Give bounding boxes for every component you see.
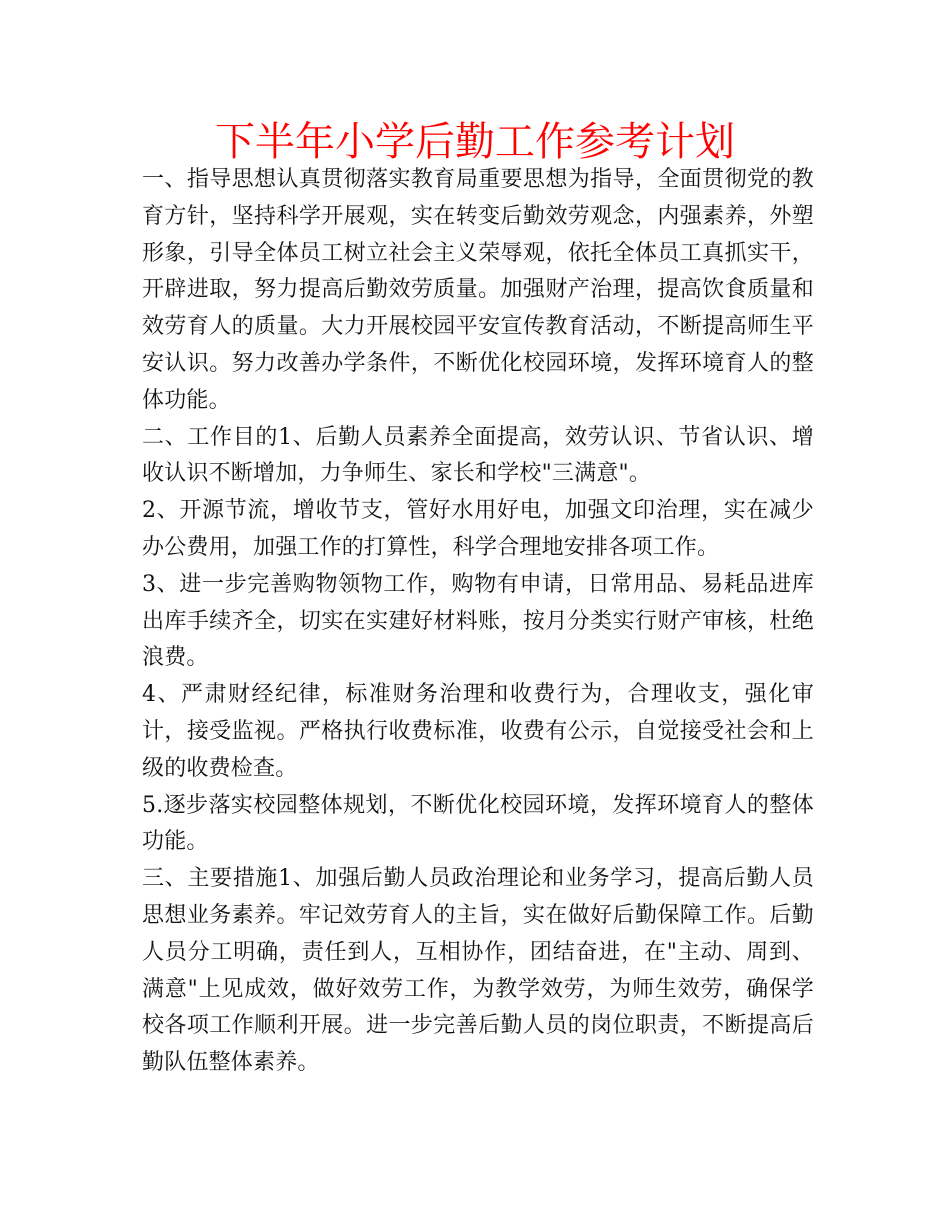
paragraph-main-measures-1: 三、主要措施1、加强后勤人员政治理论和业务学习，提高后勤人员思想业务素养。牢记效劳育人的主旨，实在做好后勤保障工作。后勤人员分工明确，责任到人，互相协作，团结奋进，在"主动、周到、满意"上见成效，做好效劳工作，为教学效劳，为师生效劳，确保学校各项工作顺利开展。进一步完善后勤人员的岗位职责，不断提高后勤队伍整体素养。 bbox=[142, 866, 814, 1076]
paragraph-work-goals-5: 5.逐步落实校园整体规划，不断优化校园环境，发挥环境育人的整体功能。 bbox=[142, 792, 814, 855]
paragraph-work-goals-1: 二、工作目的1、后勤人员素养全面提高，效劳认识、节省认识、增收认识不断增加，力争师生、家长和学校"三满意"。 bbox=[142, 424, 814, 487]
paragraph-guiding-ideology: 一、指导思想认真贯彻落实教育局重要思想为指导，全面贯彻党的教育方针，坚持科学开展观，实在转变后勤效劳观念，内强素养，外塑形象，引导全体员工树立社会主义荣辱观，依托全体员工真抓实干，开辟进取，努力提高后勤效劳质量。加强财产治理，提高饮食质量和效劳育人的质量。大力开展校园平安宣传教育活动，不断提高师生平安认识。努力改善办学条件，不断优化校园环境，发挥环境育人的整体功能。 bbox=[142, 167, 814, 413]
paragraph-work-goals-2: 2、开源节流，增收节支，管好水用好电，加强文印治理，实在减少办公费用，加强工作的打算性，科学合理地安排各项工作。 bbox=[142, 498, 814, 560]
paragraph-work-goals-3: 3、进一步完善购物领物工作，购物有申请，日常用品、易耗品进库出库手续齐全，切实在实建好材料账，按月分类实行财产审核，杜绝浪费。 bbox=[142, 571, 814, 671]
document-body bbox=[142, 162, 814, 1082]
paragraph-work-goals-4: 4、严肃财经纪律，标准财务治理和收费行为，合理收支，强化审计，接受监视。严格执行收费标准，收费有公示，自觉接受社会和上级的收费检查。 bbox=[142, 682, 814, 781]
document-title: 下半年小学后勤工作参考计划 bbox=[215, 119, 735, 165]
